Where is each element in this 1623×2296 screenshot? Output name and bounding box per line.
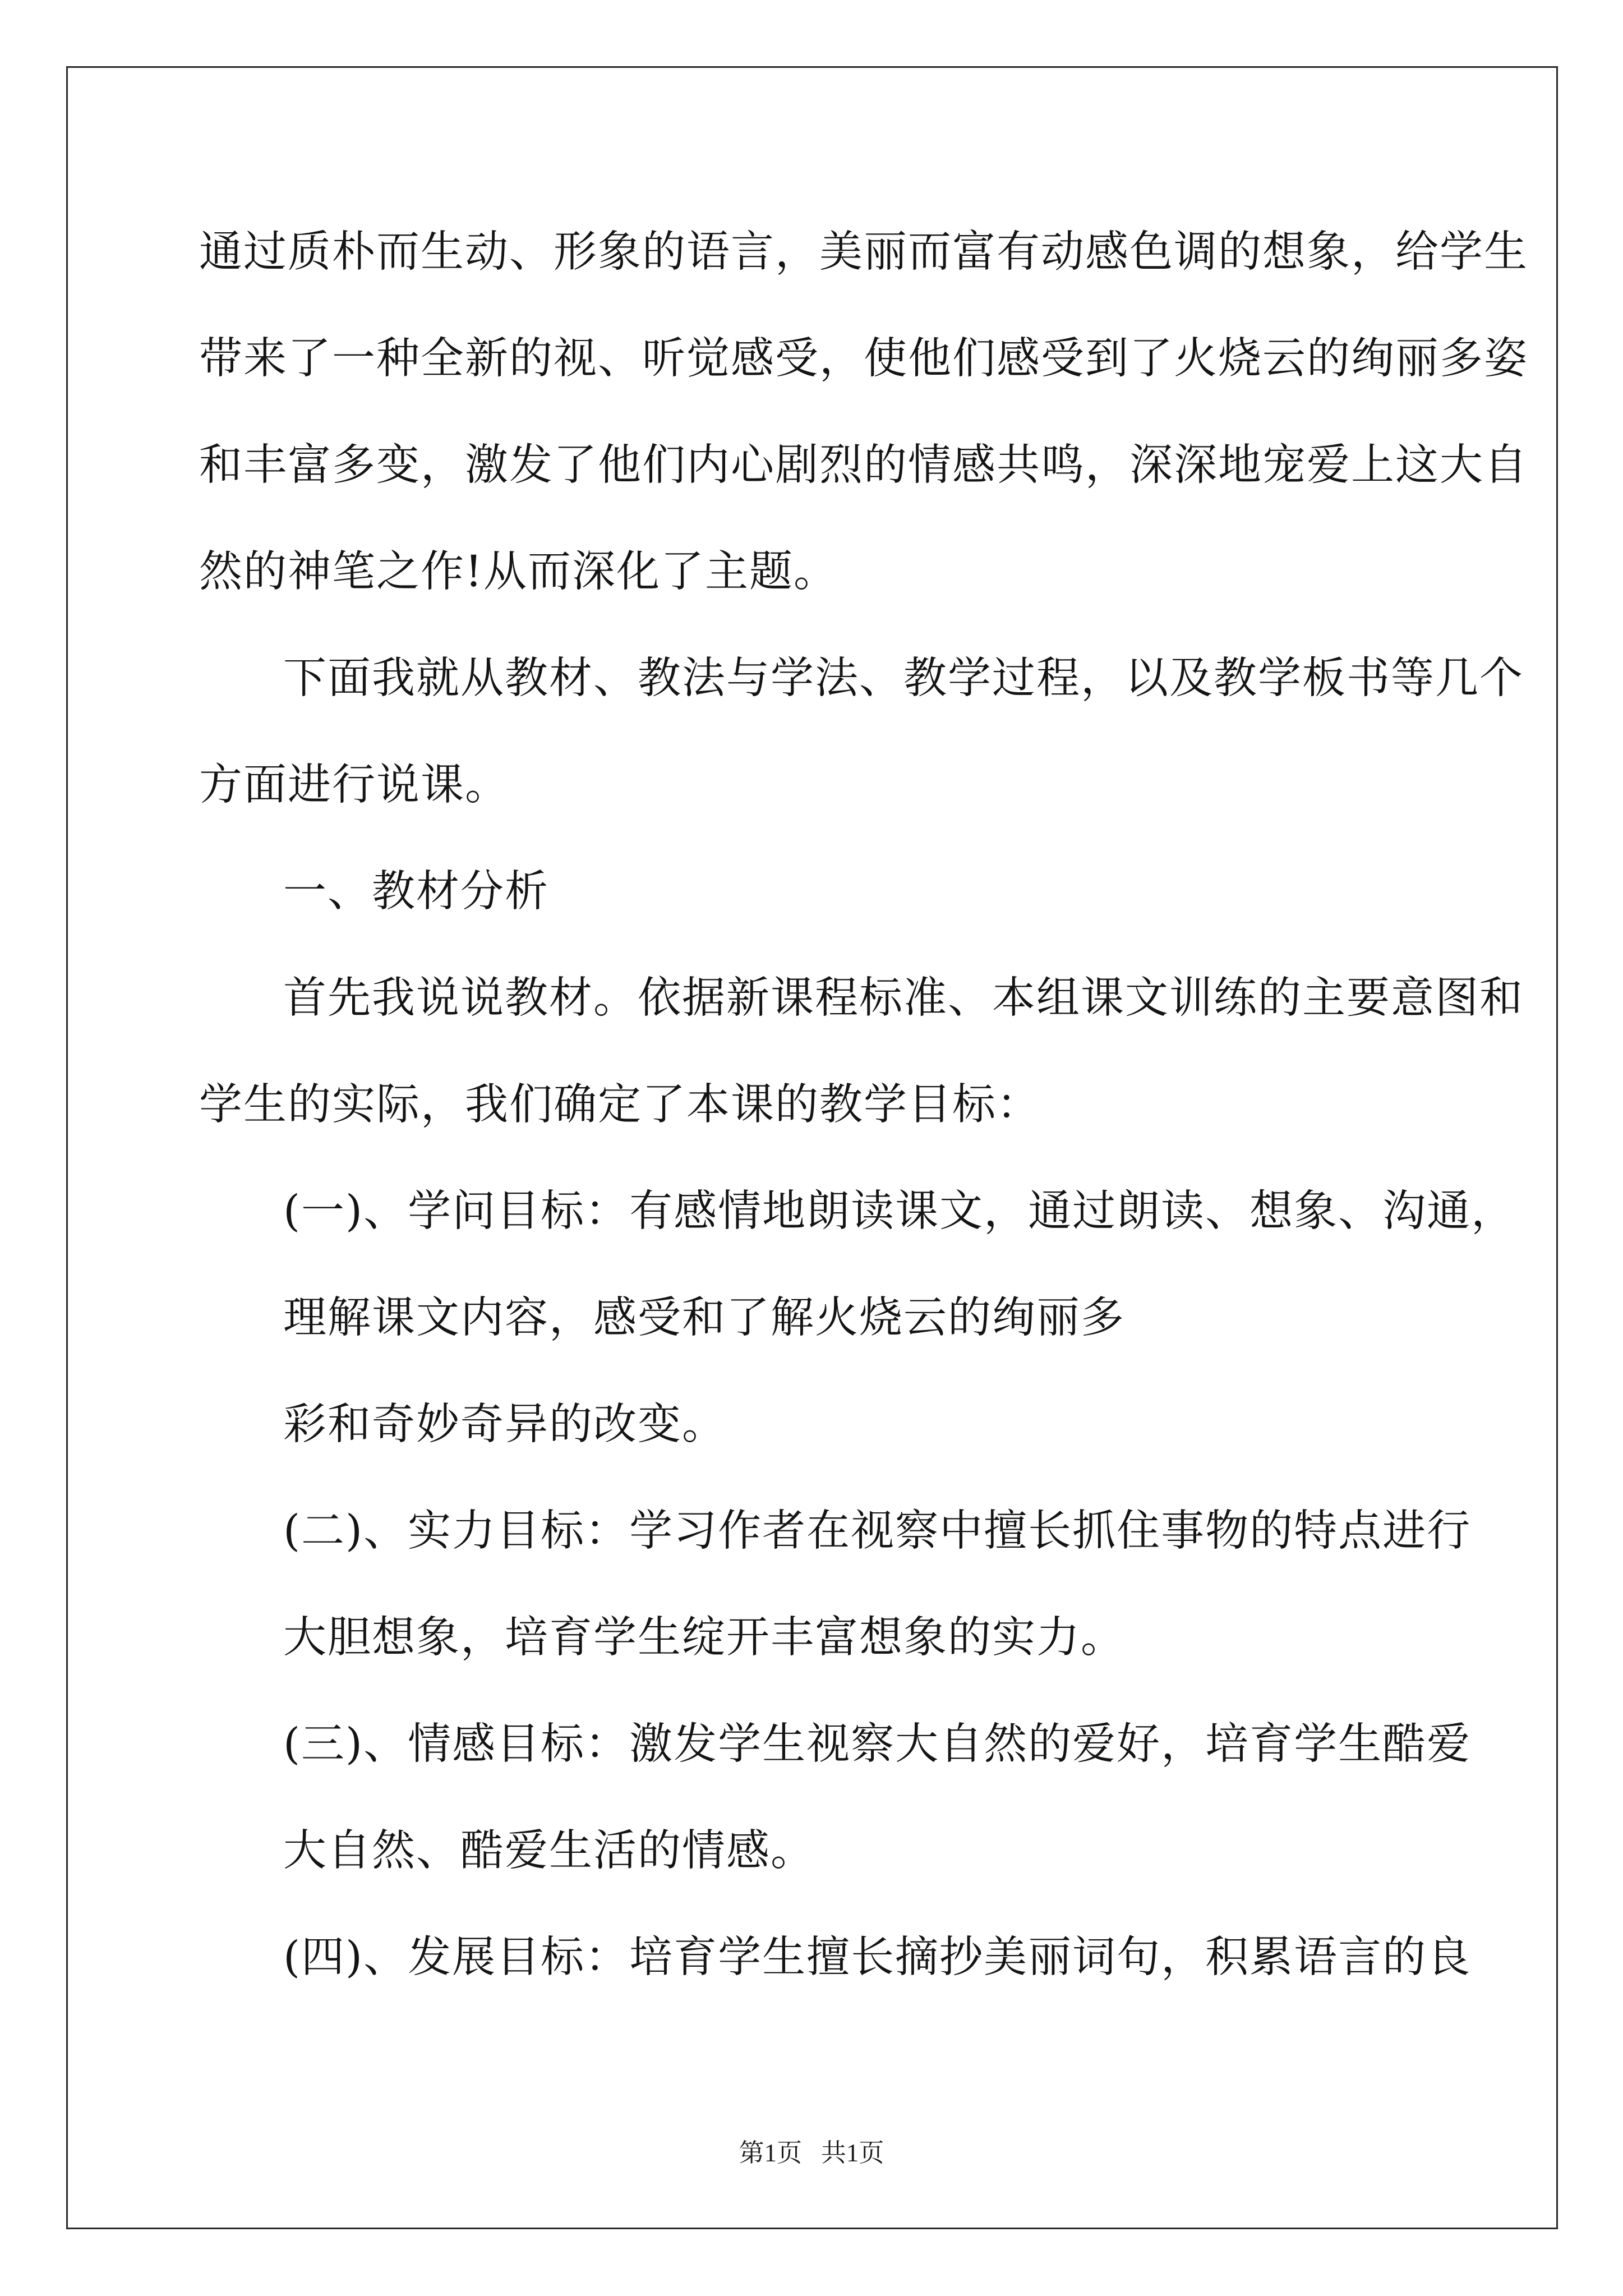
goal-line: (三)、情感目标：激发学生视察大自然的爱好，培育学生酷爱 bbox=[283, 1719, 1472, 1769]
body-line: 下面我就从教材、教法与学法、教学过程，以及教学板书等几个 bbox=[283, 654, 1524, 703]
goal-line: 大胆想象，培育学生绽开丰富想象的实力。 bbox=[283, 1613, 1125, 1663]
body-line: 通过质朴而生动、形象的语言，美丽而富有动感色调的想象，给学生 bbox=[199, 227, 1528, 277]
goal-line: (一)、学问目标：有感情地朗读课文，通过朗读、想象、沟通， bbox=[283, 1186, 1516, 1236]
page-number-footer: 第1页 共1页 bbox=[739, 2139, 884, 2167]
page-border bbox=[66, 66, 1558, 2229]
body-line: 和丰富多变，激发了他们内心剧烈的情感共鸣，深深地宠爱上这大自 bbox=[199, 440, 1528, 490]
body-line: 然的神笔之作!从而深化了主题。 bbox=[199, 547, 838, 597]
body-line: 首先我说说教材。依据新课程标准、本组课文训练的主要意图和 bbox=[283, 973, 1524, 1023]
goal-line: 彩和奇妙奇异的改变。 bbox=[283, 1400, 726, 1450]
section-heading: 一、教材分析 bbox=[283, 867, 549, 917]
goal-line: (二)、实力目标：学习作者在视察中擅长抓住事物的特点进行 bbox=[283, 1506, 1472, 1556]
goal-line: 理解课文内容，感受和了解火烧云的绚丽多 bbox=[283, 1293, 1125, 1343]
goal-line: 大自然、酷爱生活的情感。 bbox=[283, 1826, 815, 1876]
goal-line: (四)、发展目标：培育学生擅长摘抄美丽词句，积累语言的良 bbox=[283, 1932, 1472, 1982]
body-line: 方面进行说课。 bbox=[199, 760, 509, 810]
body-line: 学生的实际，我们确定了本课的教学目标： bbox=[199, 1080, 1041, 1130]
body-line: 带来了一种全新的视、听觉感受，使他们感受到了火烧云的绚丽多姿 bbox=[199, 334, 1528, 384]
